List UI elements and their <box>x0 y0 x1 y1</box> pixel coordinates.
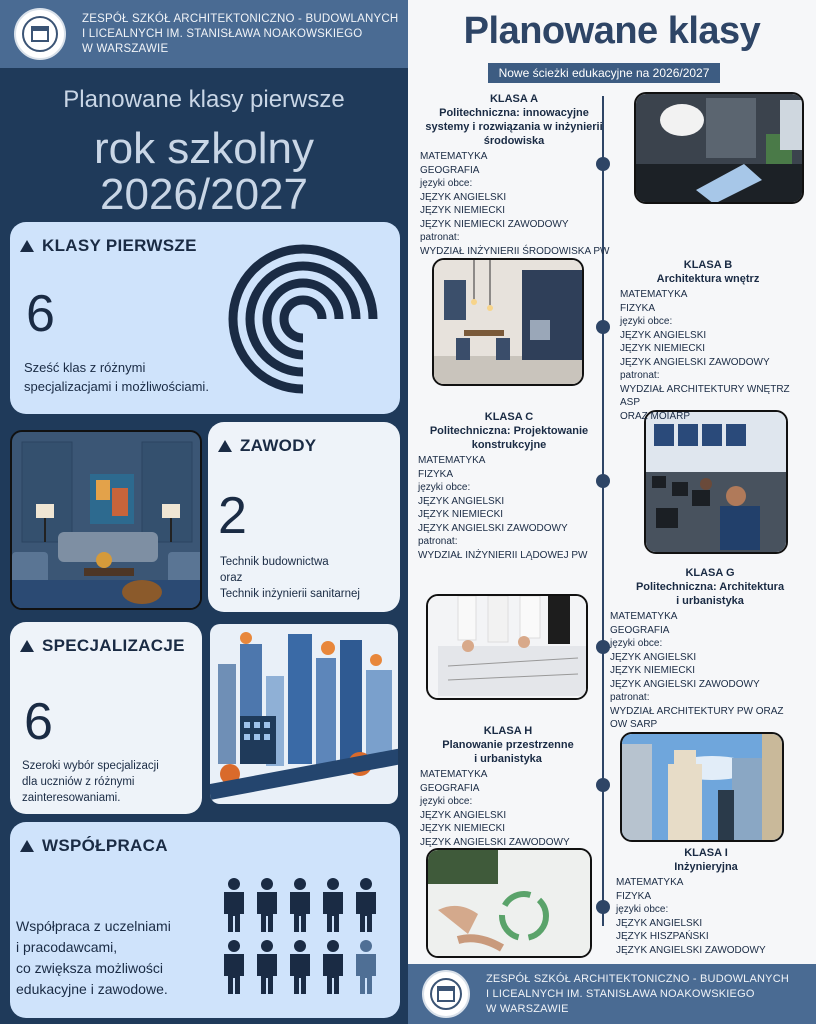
klasa-a-photo <box>634 92 804 204</box>
klasa-heading: KLASA B <box>683 259 733 271</box>
card-klasy-pierwsze <box>10 222 400 414</box>
timeline-dot <box>596 640 610 654</box>
school-name: ZESPÓŁ SZKÓŁ ARCHITEKTONICZNO - BUDOWLANYCH I LICEALNYCH IM. STANISŁAWA NOAKOWSKIEGO W WARSZAWIE <box>486 972 789 1015</box>
subject-item: JĘZYK NIEMIECKI ZAWODOWY <box>420 218 569 230</box>
subject-item: języki obce: <box>620 316 673 327</box>
klasa-h <box>420 724 600 849</box>
klasa-i-photo <box>620 732 784 842</box>
klasa-name: systemy i rozwiązania w inżynierii <box>425 121 603 133</box>
subject-item: JĘZYK ANGIELSKI <box>620 329 707 341</box>
klasa-h-photo <box>426 848 592 958</box>
subject-item: JĘZYK ANGIELSKI ZAWODOWY <box>418 522 568 534</box>
subject-item: MATEMATYKA <box>620 289 688 300</box>
subject-item: języki obce: <box>420 178 473 189</box>
klasa-a <box>420 92 630 258</box>
timeline-dot <box>596 320 610 334</box>
school-header <box>0 0 408 68</box>
subject-item: GEOGRAFIA <box>420 164 480 176</box>
subject-item: JĘZYK ANGIELSKI <box>616 917 703 929</box>
klasa-g-photo <box>426 594 588 700</box>
subject-item: JĘZYK NIEMIECKI <box>420 205 506 216</box>
klasa-name: i urbanistyka <box>474 753 542 765</box>
subject-item: FIZYKA <box>620 302 656 314</box>
subject-item: języki obce: <box>420 796 473 807</box>
klasa-subjects <box>418 454 608 562</box>
klasa-subjects <box>420 150 630 258</box>
subject-item: języki obce: <box>418 482 471 493</box>
card-zawody <box>208 422 400 612</box>
school-footer <box>408 964 816 1024</box>
card-title: ZAWODY <box>218 436 316 456</box>
subject-item: JĘZYK ANGIELSKI <box>420 191 507 203</box>
subject-item: GEOGRAFIA <box>420 782 480 794</box>
klasa-heading: KLASA I <box>684 847 728 859</box>
subject-item: patronat: <box>420 232 460 243</box>
stat-text: Sześć klas z różnymi specjalizacjami i możliwościami. <box>24 360 209 394</box>
klasa-name: Politechniczna: innowacyjne <box>439 107 589 119</box>
triangle-icon <box>20 640 34 652</box>
subject-item: WYDZIAŁ ARCHITEKTURY WNĘTRZ ASP <box>620 383 790 408</box>
timeline-dot <box>596 900 610 914</box>
school-crest-icon <box>14 8 66 60</box>
subject-item: JĘZYK NIEMIECKI <box>418 509 504 520</box>
subject-item: MATEMATYKA <box>420 769 488 780</box>
card-title: SPECJALIZACJE <box>20 636 185 656</box>
stat-number: 6 <box>26 285 55 343</box>
subject-item: ORAZ MOIARP <box>620 410 691 422</box>
subject-item: MATEMATYKA <box>418 455 486 466</box>
subject-item: JĘZYK NIEMIECKI <box>610 665 696 676</box>
card-specjalizacje <box>10 622 202 814</box>
people-icon <box>220 878 390 998</box>
school-crest-icon <box>422 970 470 1018</box>
subject-item: WYDZIAŁ ARCHITEKTURY PW ORAZ <box>610 705 784 717</box>
card-title: WSPÓŁPRACA <box>20 836 168 856</box>
klasa-name: Politechniczna: Architektura <box>635 581 785 593</box>
concentric-arcs-icon <box>228 244 378 394</box>
subject-item: OW SARP <box>610 719 658 730</box>
subject-item: JĘZYK ANGIELSKI ZAWODOWY <box>620 356 770 368</box>
klasa-g <box>610 566 810 732</box>
right-title: Planowane klasy <box>463 10 761 52</box>
klasa-heading: KLASA G <box>685 567 735 579</box>
right-subtitle: Nowe ścieżki edukacyjne na 2026/2027 <box>488 63 720 83</box>
stat-text: Technik budownictwa oraz Technik inżynierii sanitarnej <box>220 556 360 600</box>
stat-number: 6 <box>24 693 53 751</box>
subject-item: JĘZYK ANGIELSKI ZAWODOWY <box>420 836 570 848</box>
klasa-subjects <box>616 876 812 957</box>
stat-text: Szeroki wybór specjalizacji dla uczniów z różnymi zainteresowaniami. <box>22 760 159 804</box>
klasa-subjects <box>420 768 600 849</box>
subject-item: JĘZYK ANGIELSKI <box>418 495 505 507</box>
klasa-b-photo <box>432 258 584 386</box>
subject-item: patronat: <box>610 692 650 703</box>
subject-item: JĘZYK NIEMIECKI <box>620 343 706 354</box>
subject-item: języki obce: <box>610 638 663 649</box>
subject-item: WYDZIAŁ INŻYNIERII LĄDOWEJ PW <box>418 549 588 561</box>
hero-title: Planowane klasy pierwsze <box>63 86 345 113</box>
klasa-c-photo <box>644 410 788 554</box>
klasa-heading: KLASA A <box>489 93 539 105</box>
subject-item: FIZYKA <box>616 890 652 902</box>
subject-item: języki obce: <box>616 904 669 915</box>
subject-item: patronat: <box>620 370 660 381</box>
subject-item: FIZYKA <box>418 468 454 480</box>
klasa-name: Architektura wnętrz <box>656 273 760 285</box>
stat-number: 2 <box>218 487 247 545</box>
klasa-subjects <box>610 610 810 732</box>
subject-item: MATEMATYKA <box>616 877 684 888</box>
klasa-heading: KLASA H <box>483 725 533 737</box>
subject-item: MATEMATYKA <box>610 611 678 622</box>
klasa-subjects <box>620 288 810 423</box>
klasa-name: konstrukcyjne <box>471 439 547 451</box>
klasa-name: Politechniczna: Projektowanie <box>429 425 589 437</box>
city-illustration <box>208 622 400 806</box>
triangle-icon <box>20 240 34 252</box>
klasa-name: środowiska <box>483 135 545 147</box>
klasa-name: i urbanistyka <box>676 595 744 607</box>
subject-item: JĘZYK ANGIELSKI ZAWODOWY <box>610 678 760 690</box>
triangle-icon <box>20 840 34 852</box>
subject-item: MATEMATYKA <box>420 151 488 162</box>
hero-year-label: rok szkolny <box>93 124 315 173</box>
klasa-c <box>418 410 608 562</box>
hero-year: 2026/2027 <box>100 170 308 219</box>
klasa-heading: KLASA C <box>484 411 534 423</box>
card-wspolpraca <box>10 822 400 1018</box>
klasa-b <box>620 258 810 423</box>
school-name: ZESPÓŁ SZKÓŁ ARCHITEKTONICZNO - BUDOWLANYCH I LICEALNYCH IM. STANISŁAWA NOAKOWSKIEGO W WARSZAWIE <box>82 12 399 55</box>
subject-item: GEOGRAFIA <box>610 624 670 636</box>
subject-item: JĘZYK ANGIELSKI ZAWODOWY <box>616 944 766 956</box>
subject-item: JĘZYK ANGIELSKI <box>610 651 697 663</box>
klasa-i <box>616 846 812 957</box>
subject-item: patronat: <box>418 536 458 547</box>
stat-text: Współpraca z uczelniami i pracodawcami, co zwiększa możliwości edukacyjne i zawodowe. <box>16 918 171 997</box>
triangle-icon <box>218 440 232 452</box>
klasa-name: Inżynieryjna <box>674 861 738 873</box>
klasa-name: Planowanie przestrzenne <box>442 739 574 751</box>
subject-item: JĘZYK NIEMIECKI <box>420 823 506 834</box>
subject-item: JĘZYK HISZPAŃSKI <box>616 931 709 942</box>
subject-item: JĘZYK ANGIELSKI <box>420 809 507 821</box>
subject-item: WYDZIAŁ INŻYNIERII ŚRODOWISKA PW <box>420 245 610 257</box>
living-room-photo <box>10 430 202 610</box>
card-title: KLASY PIERWSZE <box>20 236 197 256</box>
